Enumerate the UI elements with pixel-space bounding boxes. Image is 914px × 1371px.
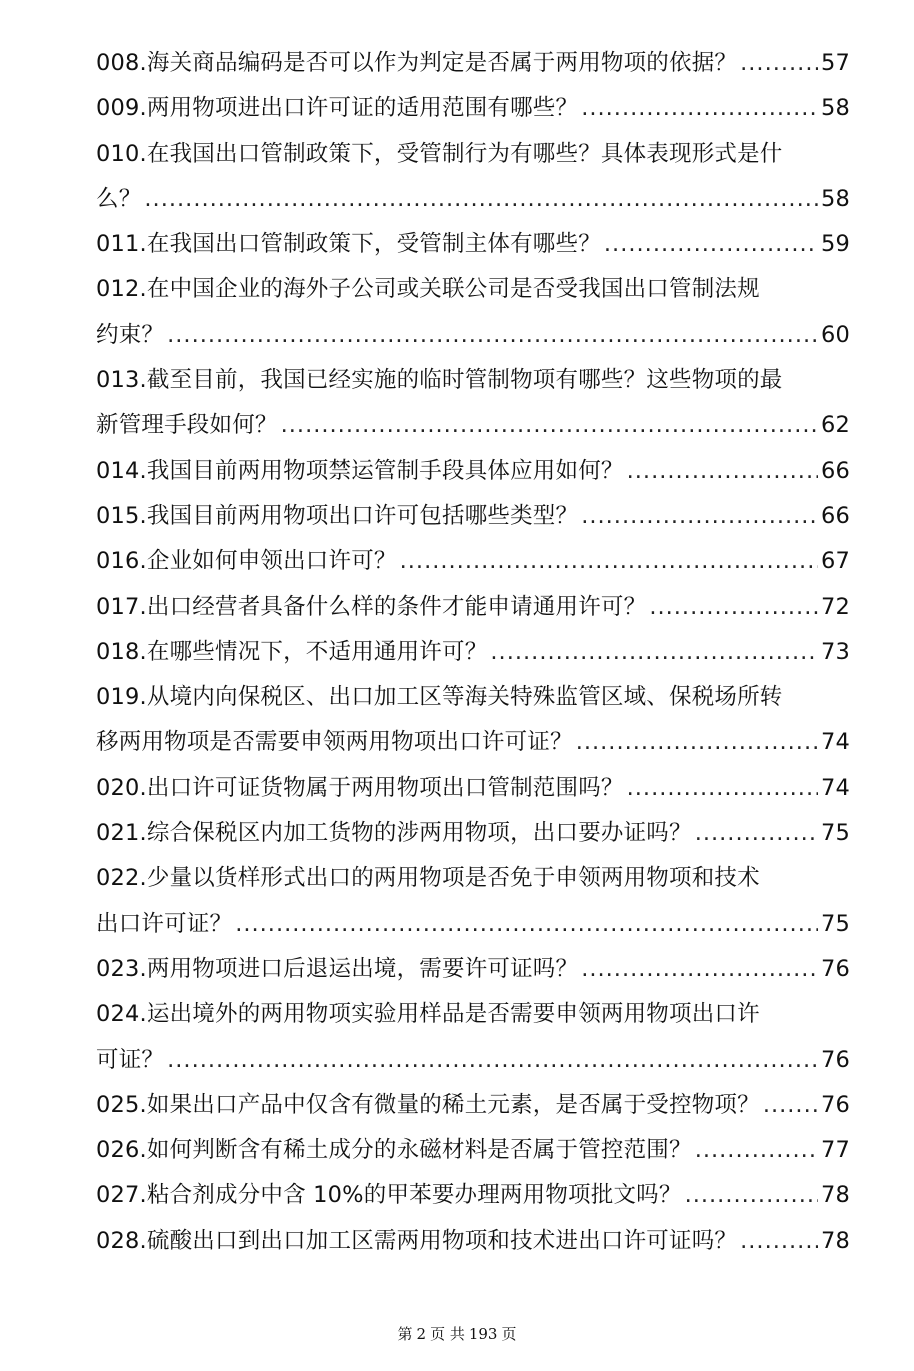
leader-dots (167, 313, 818, 358)
entry-page-number: 73 (820, 638, 850, 665)
entry-page-number: 76 (820, 1046, 850, 1073)
entry-page-number: 76 (820, 955, 850, 982)
entry-page-number: 72 (820, 593, 850, 620)
entry-page-number: 78 (820, 1182, 850, 1209)
entry-title-continued: 出口许可证？ (96, 910, 233, 937)
entry-title: 015.我国目前两用物项出口许可包括哪些类型？ (96, 502, 579, 529)
toc-entry-012[interactable] (96, 267, 850, 358)
footer-suffix: 页 (501, 1325, 517, 1343)
entry-title-continued: 移两用物项是否需要申领两用物项出口许可证？ (96, 729, 573, 756)
entry-title-continued: 新管理手段如何？ (96, 412, 278, 439)
total-pages: 193 (468, 1325, 498, 1343)
toc-entry-011[interactable] (96, 222, 850, 267)
entry-title: 010.在我国出口管制政策下，受管制行为有哪些？具体表现形式是什 (96, 140, 783, 167)
toc-entry-009[interactable] (96, 86, 850, 131)
toc-entry-016[interactable] (96, 539, 850, 584)
entry-title: 009.两用物项进出口许可证的适用范围有哪些？ (96, 95, 579, 122)
toc-entry-024[interactable] (96, 992, 850, 1083)
leader-dots (695, 1128, 818, 1173)
entry-title: 017.出口经营者具备什么样的条件才能申请通用许可？ (96, 593, 647, 620)
leader-dots (490, 630, 818, 675)
entry-page-number: 60 (820, 321, 850, 348)
entry-title: 018.在哪些情况下，不适用通用许可？ (96, 638, 488, 665)
leader-dots (763, 1083, 818, 1128)
leader-dots (604, 222, 818, 267)
leader-dots (740, 41, 818, 86)
entry-page-number: 57 (820, 50, 850, 76)
toc-entry-015[interactable] (96, 494, 850, 539)
entry-title-continued: 么？ (96, 185, 142, 212)
toc-entry-028[interactable] (96, 1219, 850, 1264)
entry-page-number: 66 (820, 457, 850, 484)
toc-entry-014[interactable] (96, 449, 850, 494)
toc-entry-021[interactable] (96, 811, 850, 856)
toc-entry-008[interactable] (96, 41, 850, 86)
entry-page-number: 66 (820, 502, 850, 529)
toc-entry-017[interactable] (96, 585, 850, 630)
entry-title: 016.企业如何申领出口许可？ (96, 548, 397, 575)
leader-dots (235, 902, 818, 947)
entry-title: 025.如果出口产品中仅含有微量的稀土元素，是否属于受控物项？ (96, 1091, 760, 1118)
entry-title: 014.我国目前两用物项禁运管制手段具体应用如何？ (96, 457, 624, 484)
toc-entry-018[interactable] (96, 630, 850, 675)
toc-entry-022[interactable] (96, 856, 850, 947)
entry-page-number: 67 (820, 548, 850, 575)
entry-title-continued: 约束？ (96, 321, 165, 348)
entry-title: 008.海关商品编码是否可以作为判定是否属于两用物项的依据？ (96, 50, 738, 76)
entry-page-number: 74 (820, 774, 850, 801)
entry-title: 021.综合保税区内加工货物的涉两用物项，出口要办证吗？ (96, 820, 692, 847)
entry-title: 028.硫酸出口到出口加工区需两用物项和技术进出口许可证吗？ (96, 1227, 738, 1254)
leader-dots (400, 539, 818, 584)
table-of-contents (96, 41, 850, 1264)
leader-dots (627, 449, 818, 494)
leader-dots (167, 1038, 818, 1083)
leader-dots (144, 177, 818, 222)
entry-title-continued: 可证？ (96, 1046, 165, 1073)
leader-dots (627, 766, 818, 811)
leader-dots (576, 720, 818, 765)
entry-title: 022.少量以货样形式出口的两用物项是否免于申领两用物项和技术 (96, 865, 760, 892)
toc-entry-010[interactable] (96, 132, 850, 223)
toc-entry-023[interactable] (96, 947, 850, 992)
toc-entry-013[interactable] (96, 358, 850, 449)
entry-title: 012.在中国企业的海外子公司或关联公司是否受我国出口管制法规 (96, 276, 760, 303)
entry-page-number: 62 (820, 412, 850, 439)
toc-entry-019[interactable] (96, 675, 850, 766)
entry-title: 019.从境内向保税区、出口加工区等海关特殊监管区域、保税场所转 (96, 684, 783, 711)
leader-dots (581, 494, 818, 539)
leader-dots (685, 1173, 818, 1218)
leader-dots (695, 811, 818, 856)
leader-dots (740, 1219, 818, 1264)
toc-entry-020[interactable] (96, 766, 850, 811)
page-footer (0, 1323, 914, 1344)
entry-page-number: 78 (820, 1227, 850, 1254)
leader-dots (581, 86, 818, 131)
entry-title: 023.两用物项进口后退运出境，需要许可证吗？ (96, 955, 579, 982)
entry-page-number: 58 (820, 185, 850, 212)
entry-page-number: 76 (820, 1091, 850, 1118)
entry-page-number: 59 (820, 231, 850, 258)
entry-page-number: 74 (820, 729, 850, 756)
entry-page-number: 75 (820, 910, 850, 937)
footer-prefix: 第 (397, 1325, 413, 1343)
entry-title: 026.如何判断含有稀土成分的永磁材料是否属于管控范围？ (96, 1137, 692, 1164)
toc-entry-025[interactable] (96, 1083, 850, 1128)
current-page-number: 2 (416, 1325, 427, 1343)
entry-title: 011.在我国出口管制政策下，受管制主体有哪些？ (96, 231, 601, 258)
footer-mid: 页 共 (430, 1325, 465, 1343)
entry-title: 013.截至目前，我国已经实施的临时管制物项有哪些？这些物项的最 (96, 367, 783, 394)
leader-dots (281, 403, 818, 448)
entry-page-number: 77 (820, 1137, 850, 1164)
entry-title: 027.粘合剂成分中含 10%的甲苯要办理两用物项批文吗？ (96, 1182, 682, 1209)
toc-entry-026[interactable] (96, 1128, 850, 1173)
leader-dots (581, 947, 818, 992)
toc-entry-027[interactable] (96, 1173, 850, 1218)
entry-page-number: 58 (820, 95, 850, 122)
entry-page-number: 75 (820, 820, 850, 847)
entry-title: 020.出口许可证货物属于两用物项出口管制范围吗？ (96, 774, 624, 801)
leader-dots (649, 585, 818, 630)
entry-title: 024.运出境外的两用物项实验用样品是否需要申领两用物项出口许 (96, 1001, 760, 1028)
